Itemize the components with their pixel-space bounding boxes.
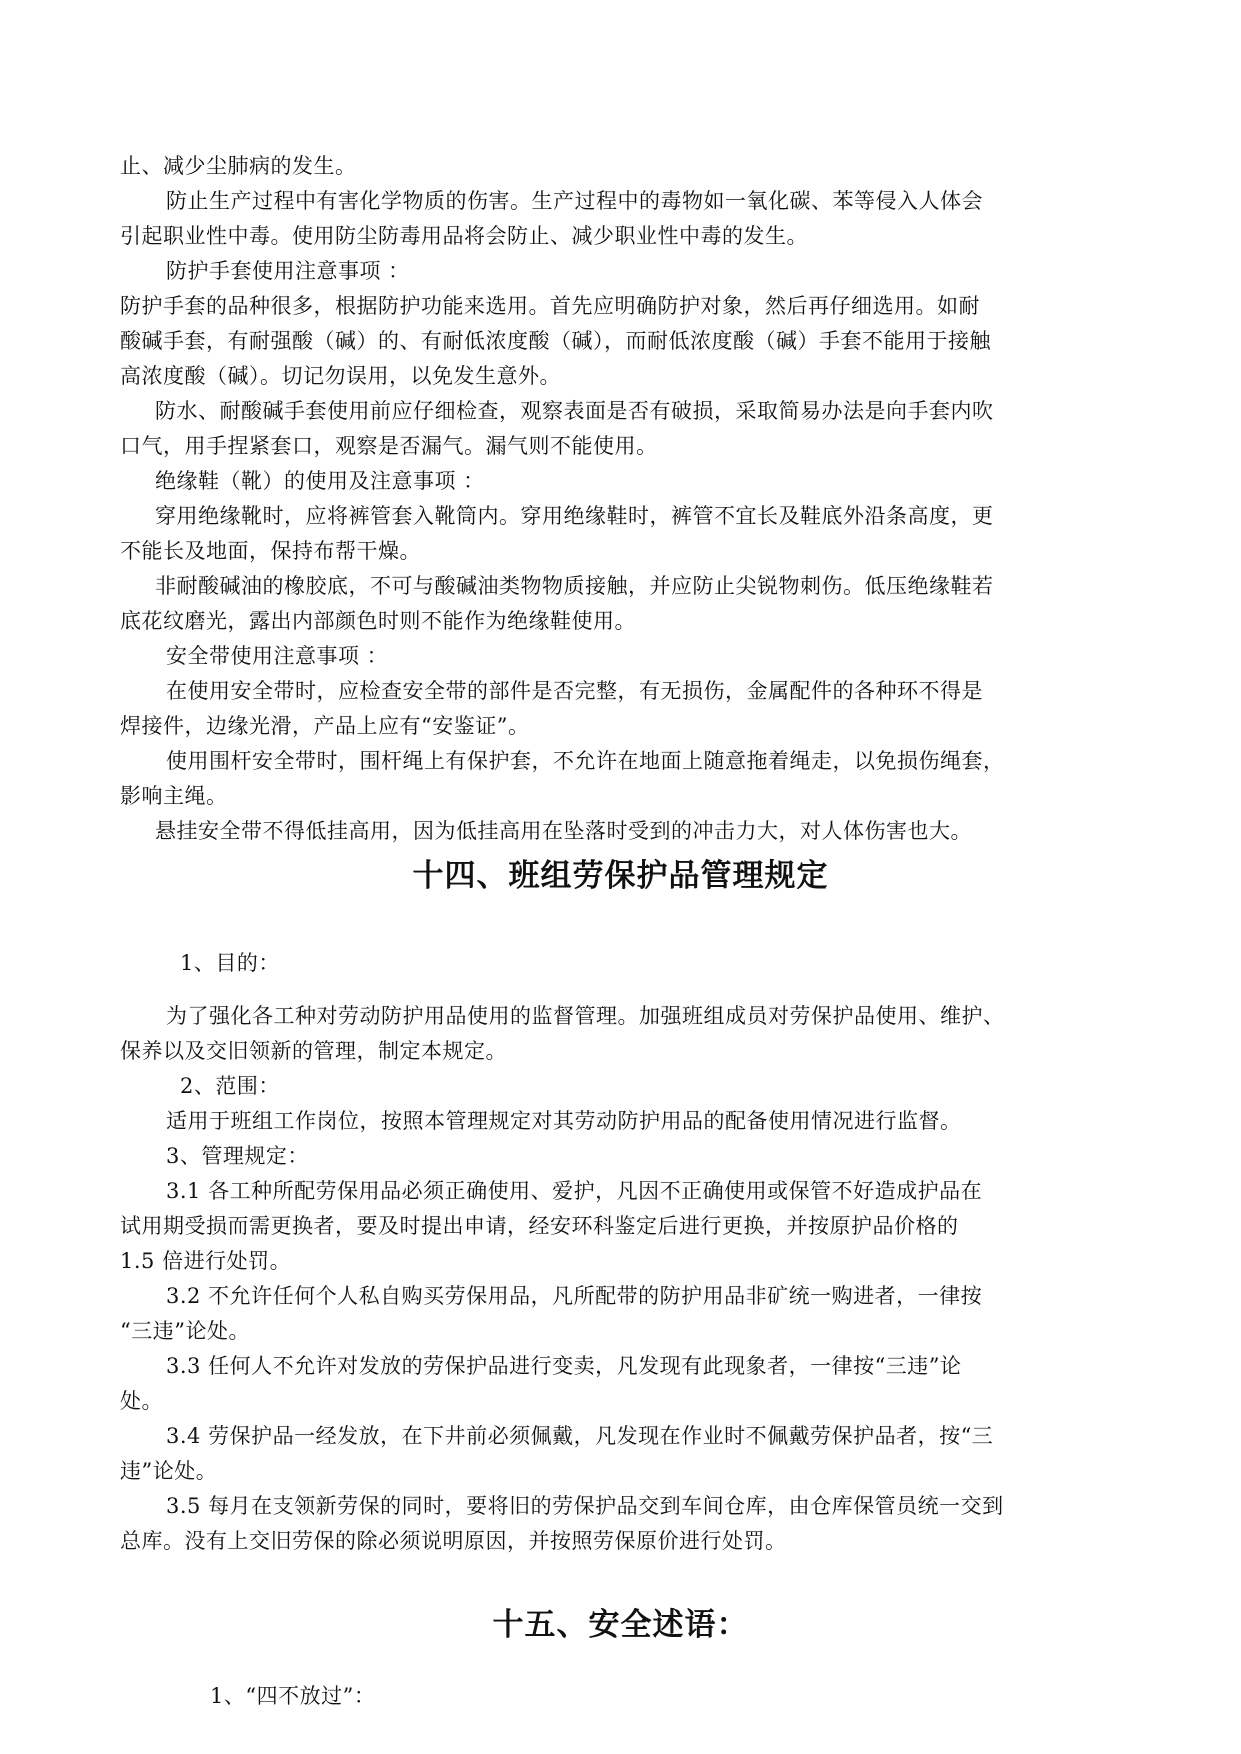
paragraph-line: 引起职业性中毒。使用防尘防毒用品将会防止、减少职业性中毒的发生。 — [120, 224, 808, 248]
paragraph-line: 高浓度酸（碱）。切记勿误用，以免发生意外。 — [120, 364, 561, 388]
paragraph-line: 影响主绳。 — [120, 784, 228, 808]
subheading-insulated-shoes: 绝缘鞋（靴）的使用及注意事项 ： — [155, 469, 485, 493]
paragraph-line: 适用于班组工作岗位，按照本管理规定对其劳动防护用品的配备使用情况进行监督。 — [166, 1109, 962, 1133]
paragraph-line: 口气，用手捏紧套口，观察是否漏气。漏气则不能使用。 — [120, 434, 658, 458]
paragraph-line: 总库。没有上交旧劳保的除必须说明原因，并按照劳保原价进行处罚。 — [120, 1529, 787, 1553]
section14-item-rules: 3、管理规定： — [166, 1144, 309, 1168]
paragraph-line: “三违”论处。 — [120, 1319, 250, 1343]
paragraph-line: 穿用绝缘靴时，应将裤管套入靴筒内。穿用绝缘鞋时，裤管不宜长及鞋底外沿条高度，更 — [155, 504, 994, 528]
paragraph-line: 防水、耐酸碱手套使用前应仔细检查，观察表面是否有破损，采取简易办法是向手套内吹 — [155, 399, 994, 423]
paragraph-line: 1.5 倍进行处罚。 — [120, 1249, 292, 1273]
paragraph-line: 试用期受损而需更换者，要及时提出申请，经安环科鉴定后进行更换，并按原护品价格的 — [120, 1214, 959, 1238]
paragraph-line: 违”论处。 — [120, 1459, 218, 1483]
section-heading-15: 十五、安全述语： — [492, 1607, 749, 1643]
paragraph-line: 使用围杆安全带时，围杆绳上有保护套，不允许在地面上随意拖着绳走，以免损伤绳套， — [166, 749, 1005, 773]
paragraph-line: 在使用安全带时，应检查安全带的部件是否完整，有无损伤，金属配件的各种环不得是 — [166, 679, 983, 703]
paragraph-line: 3.4 劳保护品一经发放，在下井前必须佩戴，凡发现在作业时不佩戴劳保护品者，按“三 — [166, 1424, 994, 1448]
paragraph-line: 底花纹磨光，露出内部颜色时则不能作为绝缘鞋使用。 — [120, 609, 636, 633]
paragraph-line: 处。 — [120, 1389, 163, 1413]
section-heading-14: 十四、班组劳保护品管理规定 — [412, 858, 829, 894]
paragraph-line: 保养以及交旧领新的管理，制定本规定。 — [120, 1039, 507, 1063]
paragraph-line: 防护手套的品种很多，根据防护功能来选用。首先应明确防护对象，然后再仔细选用。如耐 — [120, 294, 980, 318]
section14-item-purpose: 1、目的： — [180, 951, 280, 975]
paragraph-line: 非耐酸碱油的橡胶底，不可与酸碱油类物物质接触，并应防止尖锐物刺伤。低压绝缘鞋若 — [155, 574, 994, 598]
paragraph-line: 3.5 每月在支领新劳保的同时，要将旧的劳保护品交到车间仓库，由仓库保管员统一交到 — [166, 1494, 1004, 1518]
paragraph-line: 酸碱手套，有耐强酸（碱）的、有耐低浓度酸（碱），而耐低浓度酸（碱）手套不能用于接触 — [120, 329, 991, 353]
paragraph-line: 为了强化各工种对劳动防护用品使用的监督管理。加强班组成员对劳保护品使用、维护、 — [166, 1004, 1005, 1028]
paragraph-line: 3.3 任何人不允许对发放的劳保护品进行变卖，凡发现有此现象者，一律按“三违”论 — [166, 1354, 962, 1378]
paragraph-line: 3.2 不允许任何个人私自购买劳保用品，凡所配带的防护用品非矿统一购进者，一律按 — [166, 1284, 983, 1308]
section15-item-four-nots: 1、“四不放过”： — [210, 1684, 376, 1708]
paragraph-line: 悬挂安全带不得低挂高用，因为低挂高用在坠落时受到的冲击力大，对人体伤害也大。 — [155, 819, 972, 843]
subheading-safety-belt: 安全带使用注意事项 ： — [166, 644, 389, 668]
paragraph-line: 不能长及地面，保持布帮干燥。 — [120, 539, 421, 563]
paragraph-line: 焊接件，边缘光滑，产品上应有“安鉴证”。 — [120, 714, 530, 738]
paragraph-line: 3.1 各工种所配劳保用品必须正确使用、爱护，凡因不正确使用或保管不好造成护品在 — [166, 1179, 983, 1203]
paragraph-line: 止、减少尘肺病的发生。 — [120, 154, 357, 178]
section14-item-scope: 2、范围： — [180, 1074, 280, 1098]
subheading-gloves: 防护手套使用注意事项 ： — [166, 259, 410, 283]
paragraph-line: 防止生产过程中有害化学物质的伤害。生产过程中的毒物如一氧化碳、苯等侵入人体会 — [166, 189, 983, 213]
